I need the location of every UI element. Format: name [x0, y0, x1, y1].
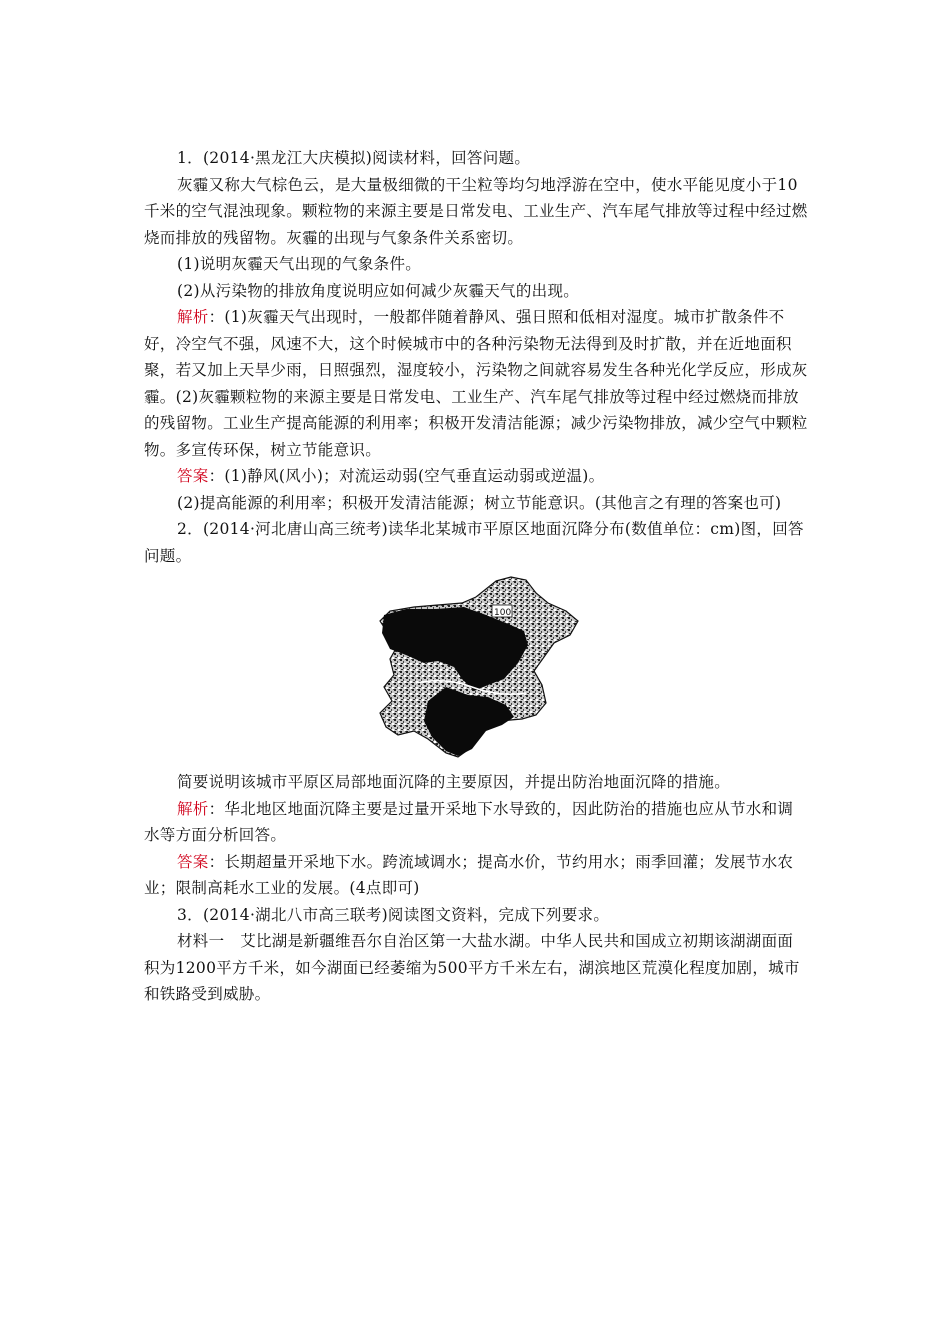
answer-text: ：(1)静风(风小)；对流运动弱(空气垂直运动弱或逆温)。 [208, 467, 605, 485]
answer-text: ：长期超量开采地下水。跨流域调水；提高水价，节约用水；雨季回灌；发展节水农业；限制高耗水工业的发展。(4点即可) [144, 852, 794, 897]
analysis-text: ：(1)灰霾天气出现时，一般都伴随着静风、强日照和低相对湿度。城市扩散条件不好，冷空气不强，风速不大，这个时候城市中的各种污染物无法得到及时扩散，并在近地面积聚，若又加上天旱少雨，日照强烈，湿度较小，污染物之间就容易发生各种光化学反应，形成灰霾。(2)灰霾颗粒物的来源主要是日常发电、工业生产、汽车尾气排放等过程中经过燃烧而排放的残留物。工业生产提高能源的利用率；积极开发清洁能源；减少污染物排放，减少空气中颗粒物。多宣传环保，树立节能意识。 [144, 308, 808, 459]
analysis-label: 解析 [177, 799, 209, 818]
q1-analysis [144, 304, 808, 463]
q2-analysis [144, 796, 808, 849]
q1-answer [144, 463, 808, 490]
q1-header: 1．(2014·黑龙江大庆模拟)阅读材料，回答问题。 [177, 149, 531, 167]
q1-sub1: (1)说明灰霾天气出现的气象条件。 [177, 255, 422, 273]
contour-label-100: 100 [494, 608, 512, 618]
answer-label: 答案 [177, 852, 209, 871]
q2-question: 简要说明该城市平原区局部地面沉降的主要原因，并提出防治地面沉降的措施。 [177, 773, 731, 791]
q3-material: 材料一 艾比湖是新疆维吾尔自治区第一大盐水湖。中华人民共和国成立初期该湖湖面面积为1200平方千米，如今湖面已经萎缩为500平方千米左右，湖滨地区荒漠化程度加剧，城市和铁路受到威胁。 [144, 932, 800, 1003]
q1-material: 灰霾又称大气棕色云，是大量极细微的干尘粒等均匀地浮游在空中，使水平能见度小于10千米的空气混浊现象。颗粒物的来源主要是日常发电、工业生产、汽车尾气排放等过程中经过燃烧而排放的残留物。灰霾的出现与气象条件关系密切。 [144, 175, 808, 247]
analysis-text: ：华北地区地面沉降主要是过量开采地下水导致的，因此防治的措施也应从节水和调水等方面分析回答。 [144, 799, 794, 844]
document-page [144, 145, 808, 1008]
subsidence-map-figure [144, 575, 808, 761]
q3-header: 3．(2014·湖北八市高三联考)阅读图文资料，完成下列要求。 [177, 905, 610, 924]
answer-label: 答案 [177, 467, 209, 485]
q1-answer-2: (2)提高能源的利用率；积极开发清洁能源；树立节能意识。(其他言之有理的答案也可) [177, 493, 782, 512]
q2-header: 2．(2014·河北唐山高三统考)读华北某城市平原区地面沉降分布(数值单位：cm)图，回答问题。 [144, 520, 804, 565]
analysis-label: 解析 [177, 308, 209, 326]
q1-sub2: (2)从污染物的排放角度说明应如何减少灰霾天气的出现。 [177, 281, 580, 300]
subsidence-map [376, 575, 581, 758]
q2-answer [144, 849, 808, 902]
